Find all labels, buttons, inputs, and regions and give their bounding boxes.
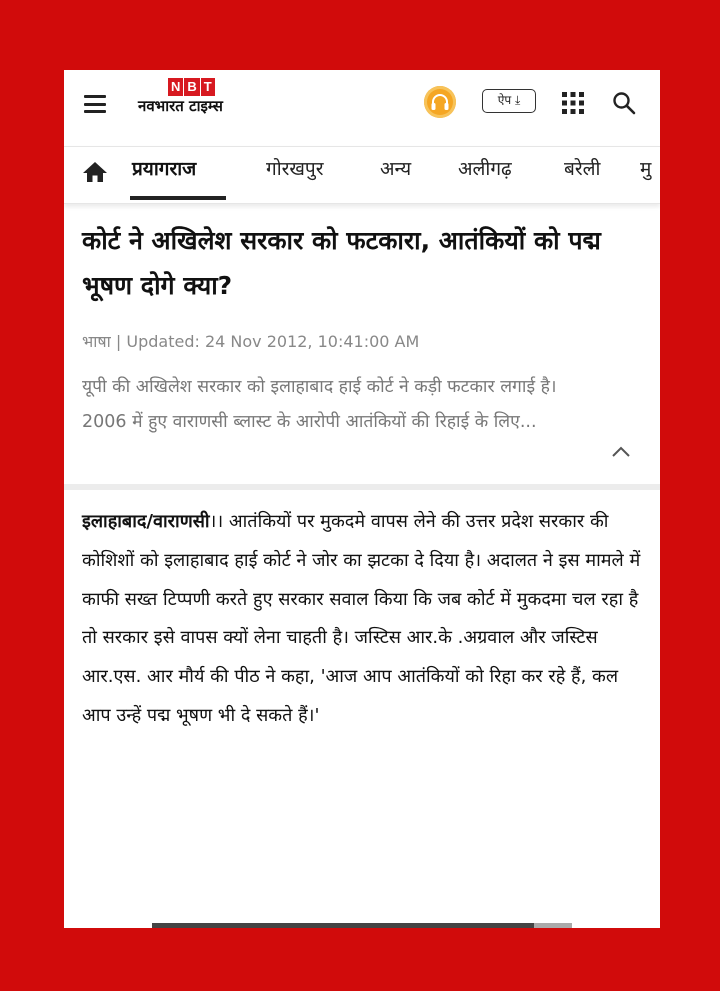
tab-gorakhpur[interactable]: गोरखपुर: [266, 158, 324, 180]
headphones-icon[interactable]: [424, 86, 456, 118]
hamburger-menu-icon[interactable]: [84, 95, 106, 113]
tab-aligarh[interactable]: अलीगढ़: [458, 158, 512, 180]
home-icon[interactable]: [82, 160, 108, 184]
scrollbar-thumb[interactable]: [534, 923, 572, 928]
tab-bareilly[interactable]: बरेली: [564, 158, 601, 180]
article-headline: कोर्ट ने अखिलेश सरकार को फटकारा, आतंकियों को पद्म भूषण दोगे क्या?: [82, 226, 601, 300]
logo-text: नवभारत टाइम्स: [138, 97, 223, 115]
tab-more-cut[interactable]: मु: [640, 158, 652, 180]
article-body-text: ।। आतंकियों पर मुकदमे वापस लेने की उत्तर प्रदेश सरकार की कोशिशों को इलाहाबाद हाई कोर्ट ने जोर का झटका दे दिया है। अदालत ने इस मामले में काफी सख्त टिप्पणी करते हुए सरकार सवाल किया कि जब कोर्ट में मुकदमा चल रहा है तो सरकार इसे वापस क्यों लेना चाहती है। जस्टिस आर.के .अग्रवाल और जस्टिस आर.एस. आर मौर्य की पीठ ने कहा, 'आज आप आतंकियों को रिहा कर रहे हैं, कल आप उन्हें पद्म भूषण भी दे सकते हैं।': [82, 511, 641, 726]
tab-other[interactable]: अन्य: [380, 158, 412, 180]
logo-letter: T: [201, 78, 215, 96]
top-bar: [64, 70, 660, 138]
grid-apps-icon[interactable]: [562, 92, 584, 114]
article-source: भाषा: [82, 332, 111, 351]
article-meta: [82, 330, 419, 352]
section-divider: [64, 484, 660, 490]
meta-separator: |: [115, 332, 122, 351]
app-screen: [64, 70, 660, 928]
logo-letter: N: [168, 78, 183, 96]
article-dateline: इलाहाबाद/वाराणसी: [82, 511, 210, 532]
horizontal-scrollbar[interactable]: [152, 923, 572, 928]
active-tab-underline: [130, 196, 226, 200]
logo-letter: B: [184, 78, 199, 96]
article-body: [82, 503, 650, 736]
app-download-button[interactable]: ऐप ⤓: [482, 89, 536, 113]
article-updated: Updated: 24 Nov 2012, 10:41:00 AM: [126, 332, 420, 351]
chevron-up-icon[interactable]: [610, 444, 632, 458]
city-tabs: [64, 146, 660, 204]
tab-prayagraj[interactable]: प्रयागराज: [132, 158, 197, 180]
search-icon[interactable]: [612, 91, 636, 115]
article-summary: यूपी की अखिलेश सरकार को इलाहाबाद हाई कोर्ट ने कड़ी फटकार लगाई है। 2006 में हुए वाराणसी ब्लास्ट के आरोपी आतंकियों की रिहाई के लिए...: [82, 377, 557, 432]
logo-badge: [168, 78, 216, 96]
nbt-logo[interactable]: [138, 78, 268, 126]
